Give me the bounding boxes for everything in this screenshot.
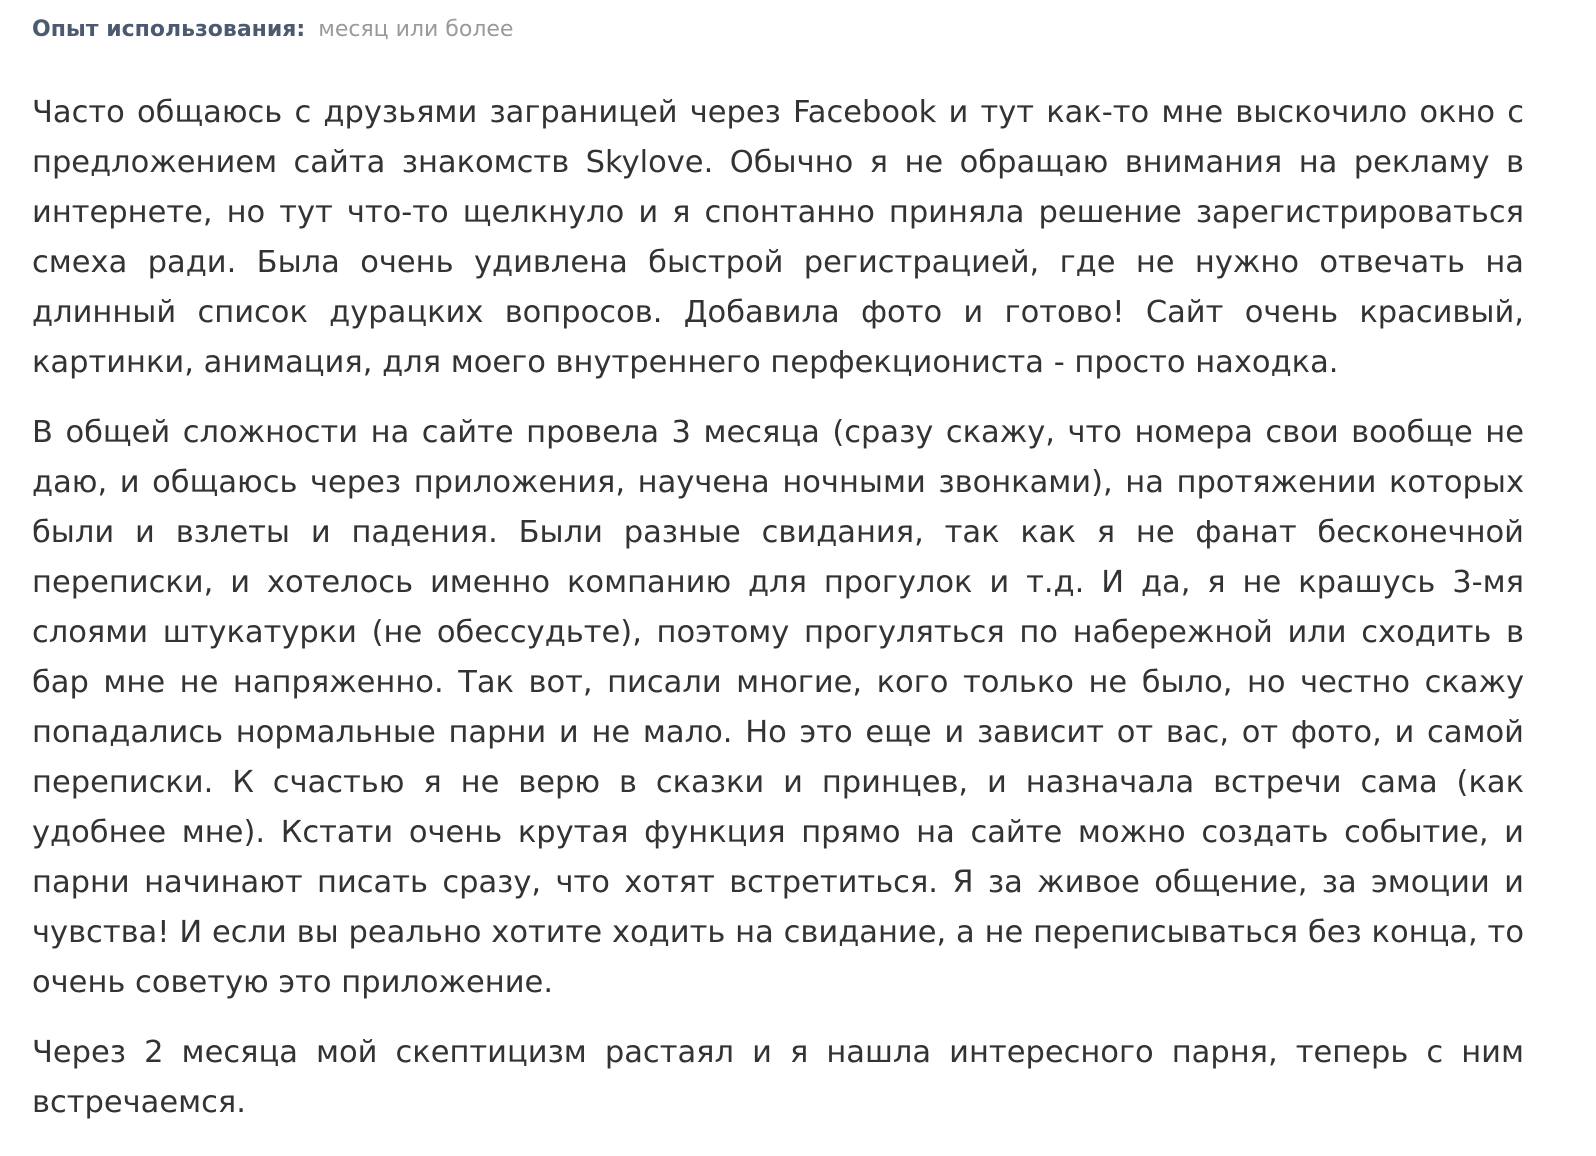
usage-experience bbox=[32, 12, 1524, 48]
review-paragraph: Через 2 месяца мой скептицизм растаял и я нашла интересного парня, теперь с ним встречаемся. bbox=[32, 1035, 1524, 1120]
review-paragraph: Часто общаюсь с друзьями заграницей через Facebook и тут как-то мне выскочило окно с предложением сайта знакомств Skylove. Обычно я не обращаю внимания на рекламу в интернете, но тут что-то щелкнуло и я спонтанно приняла решение зарегистрироваться смеха ради. Была очень удивлена быстрой регистрацией, где не нужно отвечать на длинный список дурацких вопросов. Добавила фото и готово! Сайт очень красивый, картинки, анимация, для моего внутреннего перфекциониста - просто находка. bbox=[32, 95, 1524, 380]
usage-experience-label: Опыт использования: bbox=[32, 17, 306, 42]
review-paragraph: В общей сложности на сайте провела 3 месяца (сразу скажу, что номера свои вообще не даю, и общаюсь через приложения, научена ночными звонками), на протяжении которых были и взлеты и падения. Были разные свидания, так как я не фанат бесконечной переписки, и хотелось именно компанию для прогулок и т.д. И да, я не крашусь 3-мя слоями штукатурки (не обессудьте), поэтому прогуляться по набережной или сходить в бар мне не напряженно. Так вот, писали многие, кого только не было, но честно скажу попадались нормальные парни и не мало. Но это еще и зависит от вас, от фото, и самой переписки. К счастью я не верю в сказки и принцев, и назначала встречи сама (как удобнее мне). Кстати очень крутая функция прямо на сайте можно создать событие, и парни начинают писать сразу, что хотят встретиться. Я за живое общение, за эмоции и чувства! И если вы реально хотите ходить на свидание, а не переписываться без конца, то очень советую это приложение. bbox=[32, 415, 1524, 1000]
review-body bbox=[32, 88, 1524, 1128]
usage-experience-value: месяц или более bbox=[318, 17, 514, 42]
review bbox=[32, 12, 1524, 1148]
